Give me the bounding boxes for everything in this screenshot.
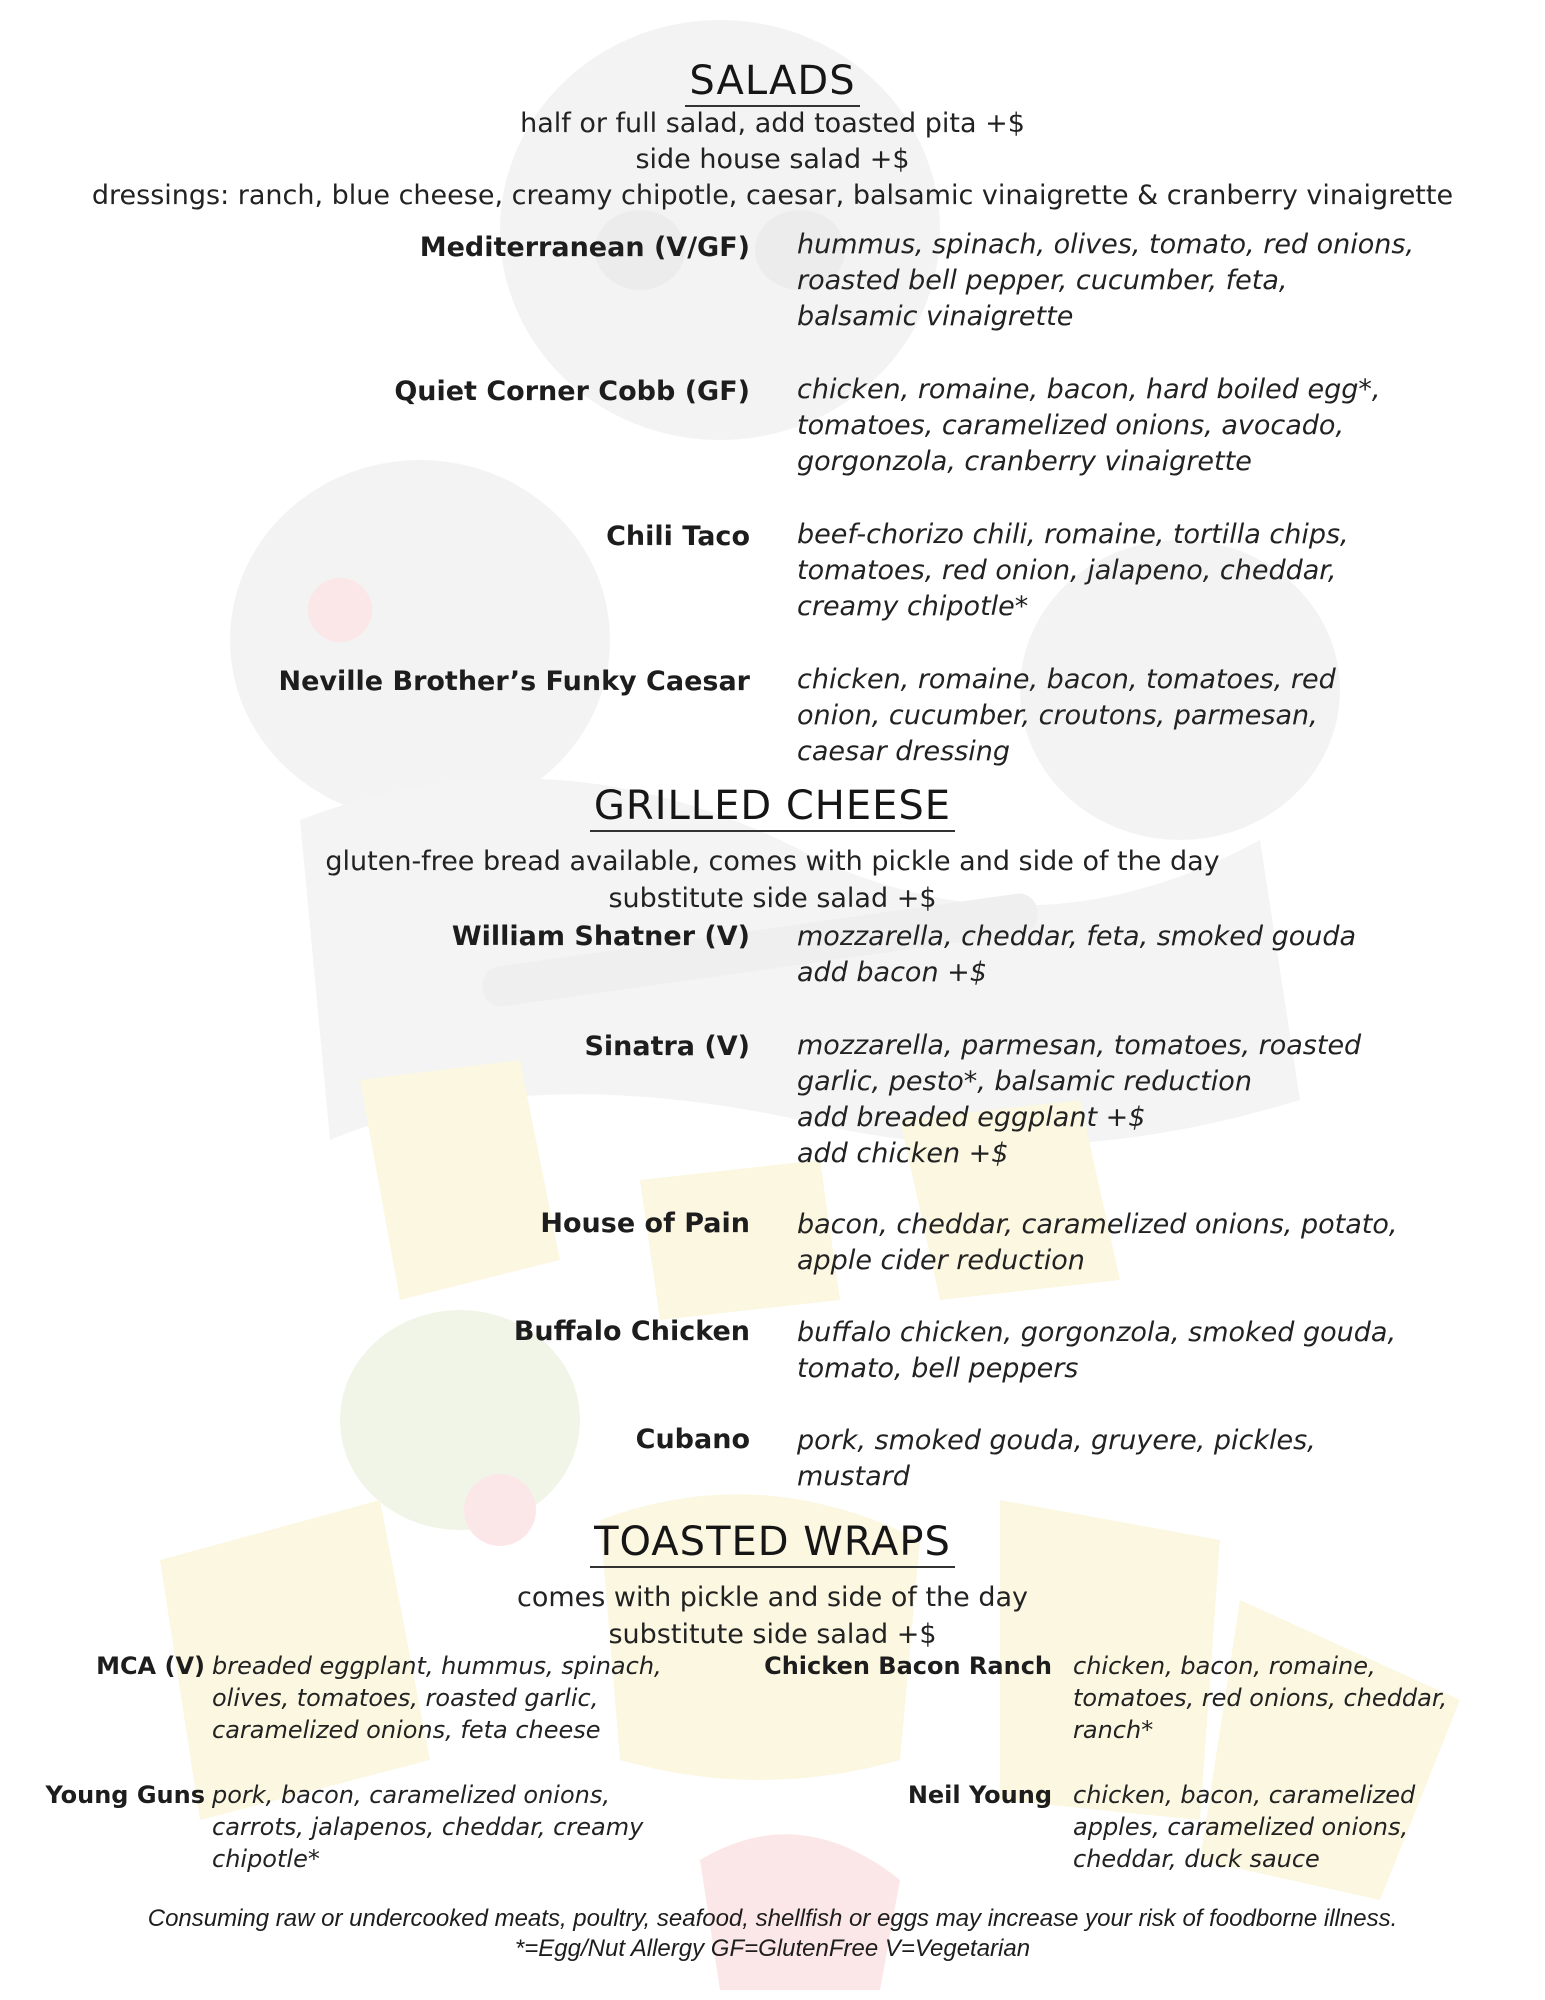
grilled-cheese-subtitle-1: gluten-free bread available, comes with pickle and side of the day [325, 846, 1220, 877]
menu-item-name: Chili Taco [606, 521, 750, 552]
menu-item-name: Cubano [635, 1424, 750, 1455]
wrap-item-name: Chicken Bacon Ranch [764, 1652, 1052, 1680]
wrap-item-description: pork, bacon, caramelized onions, carrots, jalapenos, cheddar, creamy chipotle* [212, 1781, 644, 1873]
wrap-item-name: Young Guns [45, 1781, 205, 1809]
menu-item-description: mozzarella, parmesan, tomatoes, roasted garlic, pesto*, balsamic reduction add breaded eggplant +$ add chicken +$ [797, 1030, 1362, 1169]
menu-item-name: William Shatner (V) [451, 921, 750, 952]
menu-item-description: chicken, romaine, bacon, tomatoes, red onion, cucumber, croutons, parmesan, caesar dressing [797, 664, 1336, 767]
toasted-wraps-title: TOASTED WRAPS [0, 1519, 1545, 1568]
menu-item-description: beef-chorizo chili, romaine, tortilla chips, tomatoes, red onion, jalapeno, cheddar, creamy chipotle* [797, 519, 1349, 622]
menu-item-description: hummus, spinach, olives, tomato, red onions, roasted bell pepper, cucumber, feta, balsamic vinaigrette [797, 229, 1415, 332]
menu-item-name: House of Pain [540, 1208, 750, 1239]
grilled-cheese-title: GRILLED CHEESE [0, 783, 1545, 832]
salads-dressings: dressings: ranch, blue cheese, creamy chipotle, caesar, balsamic vinaigrette & cranberry vinaigrette [91, 180, 1454, 211]
wraps-subtitle-1: comes with pickle and side of the day [516, 1582, 1029, 1613]
wrap-item-name: Neil Young [907, 1781, 1052, 1809]
wrap-item-description: breaded eggplant, hummus, spinach, olives, tomatoes, roasted garlic, caramelized onions, feta cheese [212, 1652, 662, 1744]
wrap-item-description: chicken, bacon, caramelized apples, caramelized onions, cheddar, duck sauce [1073, 1781, 1416, 1873]
menu-item-description: chicken, romaine, bacon, hard boiled egg*, tomatoes, caramelized onions, avocado, gorgonzola, cranberry vinaigrette [797, 374, 1381, 477]
menu-item-name: Neville Brother’s Funky Caesar [278, 666, 750, 697]
menu-item-description: pork, smoked gouda, gruyere, pickles, mustard [797, 1425, 1316, 1492]
wrap-item-description: chicken, bacon, romaine, tomatoes, red onions, cheddar, ranch* [1073, 1652, 1448, 1744]
menu-item-name: Quiet Corner Cobb (GF) [394, 376, 750, 407]
wrap-item-name: MCA (V) [96, 1652, 205, 1680]
menu-item-name: Mediterranean (V/GF) [419, 232, 750, 263]
foodborne-illness-warning: Consuming raw or undercooked meats, poultry, seafood, shellfish or eggs may increase your risk of foodborne illness. [147, 1905, 1398, 1932]
salads-subtitle-1: half or full salad, add toasted pita +$ [520, 108, 1025, 139]
menu-item-description: bacon, cheddar, caramelized onions, potato, apple cider reduction [797, 1209, 1398, 1276]
menu-item-description: buffalo chicken, gorgonzola, smoked gouda, tomato, bell peppers [797, 1317, 1397, 1384]
grilled-cheese-subtitle-2: substitute side salad +$ [608, 883, 937, 914]
wraps-subtitle-2: substitute side salad +$ [608, 1619, 937, 1650]
salads-subtitle-2: side house salad +$ [635, 144, 910, 175]
allergen-legend: *=Egg/Nut Allergy GF=GlutenFree V=Vegetarian [514, 1935, 1031, 1962]
menu-item-name: Sinatra (V) [584, 1031, 750, 1062]
menu-item-description: mozzarella, cheddar, feta, smoked gouda add bacon +$ [797, 921, 1357, 988]
menu-item-name: Buffalo Chicken [513, 1316, 750, 1347]
salads-title: SALADS [0, 58, 1545, 107]
